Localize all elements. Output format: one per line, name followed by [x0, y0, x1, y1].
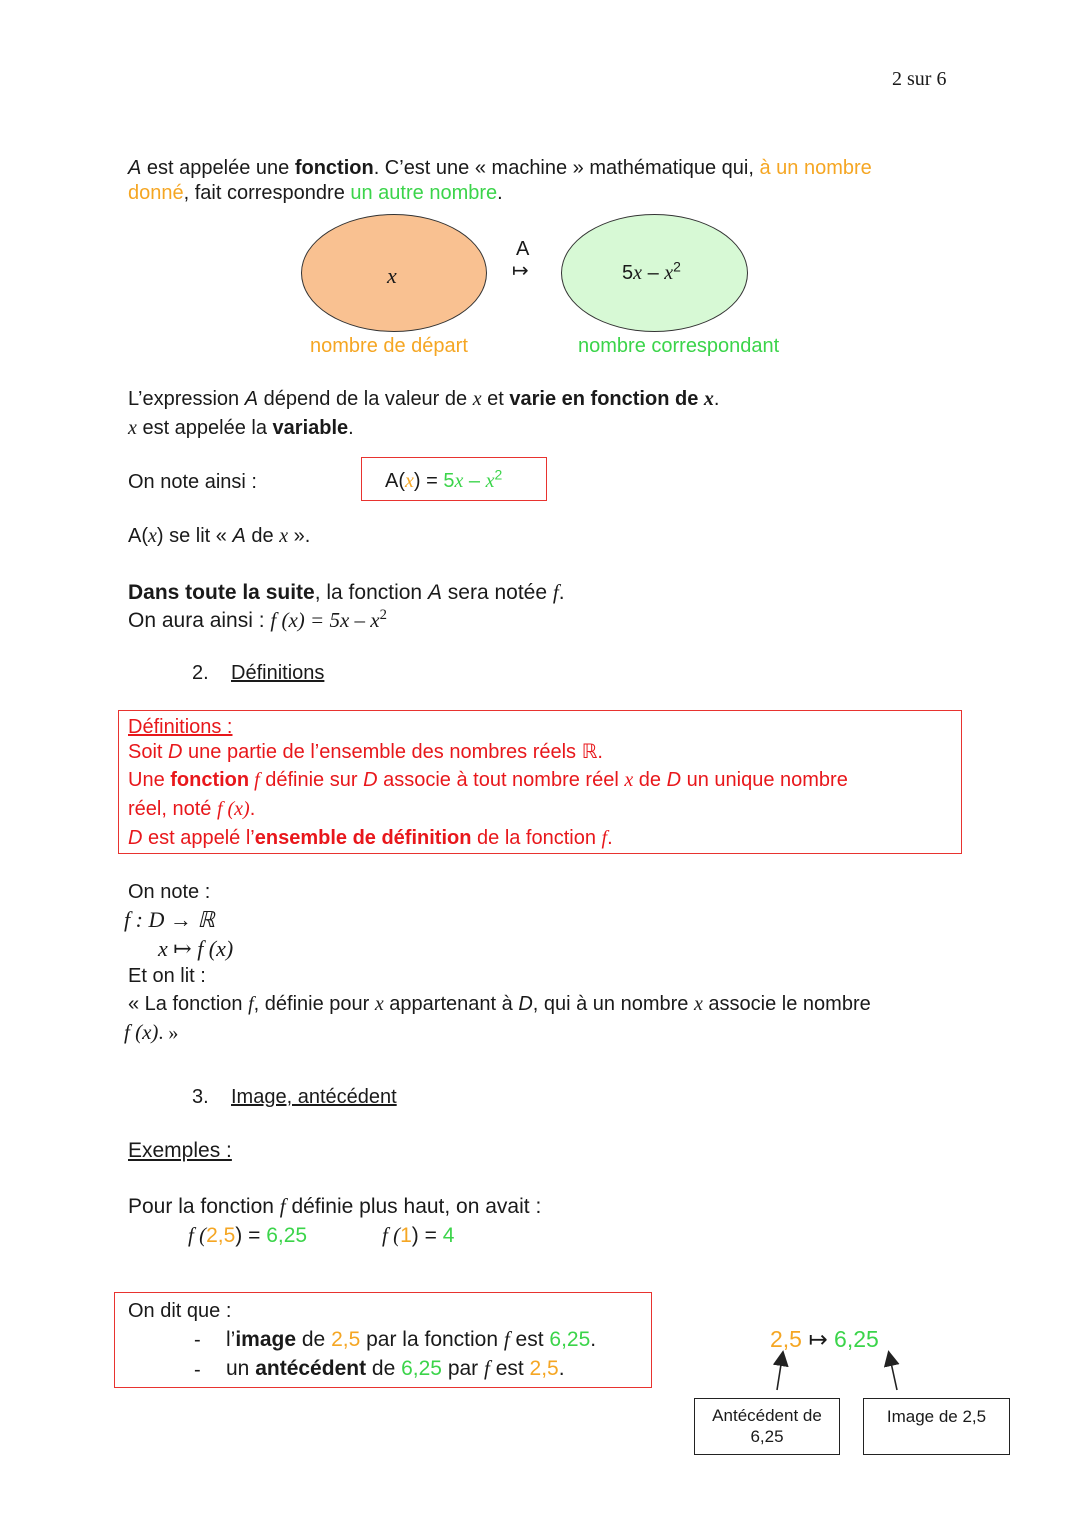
result-caption: nombre correspondant — [578, 335, 780, 357]
text: ». — [288, 525, 311, 547]
text: de — [296, 1328, 332, 1351]
example-1 — [188, 1222, 307, 1249]
text: ) = — [411, 1224, 443, 1247]
intro-line-1 — [128, 155, 872, 181]
text: appartenant à — [383, 993, 519, 1015]
text: de — [633, 769, 667, 791]
text: associe à tout nombre réel — [377, 769, 625, 791]
var-f: f — [552, 580, 559, 604]
example-2 — [382, 1222, 454, 1249]
expr-coef: 5 — [443, 470, 455, 492]
argument: 2,5 — [529, 1357, 559, 1380]
var-x: x — [279, 525, 289, 547]
example-argument: 2,5 — [206, 1224, 236, 1247]
var-x: x — [454, 470, 464, 492]
text: l’ — [226, 1328, 236, 1351]
var-f: f — [249, 769, 260, 791]
examples-title: Exemples : — [128, 1139, 232, 1162]
value: 6,25 — [401, 1357, 442, 1380]
arrow-to-antecedent — [777, 1358, 782, 1390]
var-x: x — [624, 769, 634, 791]
intro-A: A — [128, 157, 142, 179]
intro-orange-text: à un nombre — [759, 157, 872, 179]
read-label: Et on lit : — [128, 965, 206, 987]
text: dépend de la valeur de — [258, 388, 473, 410]
var-f: f — [279, 1194, 286, 1218]
text: Pour la fonction — [128, 1195, 280, 1218]
expr-x: x — [664, 262, 674, 284]
text: définie sur — [259, 769, 364, 791]
read-line-2 — [124, 1019, 178, 1046]
text: de la fonction — [471, 827, 602, 849]
var-x: x — [472, 388, 482, 410]
expr-minus: – — [642, 262, 665, 284]
start-variable: x — [387, 263, 397, 288]
expr-minus: – — [463, 470, 486, 492]
text: réel, noté — [128, 798, 217, 820]
page-number: 2 sur 6 — [892, 68, 947, 90]
text: est — [509, 1328, 550, 1351]
text: ) — [156, 525, 164, 547]
intro-line-2 — [128, 180, 503, 206]
on-dit-label: On dit que : — [128, 1300, 232, 1322]
text: On aura ainsi : — [128, 609, 271, 632]
expr-x: x — [633, 262, 643, 284]
argument: 2,5 — [331, 1328, 361, 1351]
note-mapping-2: x ↦ f (x) — [158, 936, 234, 961]
var-f: f ( — [188, 1223, 207, 1247]
text: , la fonction — [314, 581, 428, 604]
suite-line-1 — [128, 579, 565, 606]
examples-line-1 — [128, 1193, 541, 1220]
bold-antecedent: antécédent — [255, 1357, 367, 1380]
var-x: x — [128, 417, 137, 439]
suite-line-2 — [128, 607, 387, 634]
notation-formula — [385, 468, 502, 494]
intro-text: , fait correspondre — [183, 182, 351, 204]
expr-exponent: 2 — [673, 258, 681, 275]
text: . » — [158, 1022, 179, 1044]
image-label: Image de 2,5 — [886, 1407, 987, 1426]
expression-line-1 — [128, 386, 719, 412]
var-f: f — [601, 827, 608, 849]
formula: f (x) — [216, 798, 250, 820]
text: . — [348, 417, 354, 439]
arrow-to-image — [890, 1358, 897, 1390]
section-3-title: Image, antécédent — [231, 1086, 397, 1108]
result-expression — [622, 260, 681, 286]
intro-text: est appelée une — [141, 157, 295, 179]
text: ) = — [235, 1224, 267, 1247]
mapping-expression — [770, 1325, 879, 1355]
text: . — [590, 1328, 597, 1351]
var-D: D — [666, 769, 682, 791]
bullet-dash: - — [194, 1329, 201, 1351]
text: . — [713, 388, 720, 410]
var-x: x — [405, 470, 414, 492]
start-caption: nombre de départ — [310, 335, 468, 357]
antecedent-label-value: 6,25 — [750, 1427, 784, 1447]
text: . — [249, 798, 256, 820]
mapping-left: 2,5 — [770, 1326, 802, 1352]
text: Une — [128, 769, 171, 791]
text: sera notée — [441, 581, 553, 604]
text: par — [441, 1357, 485, 1380]
var-f: f — [248, 993, 254, 1015]
var-D: D — [518, 993, 533, 1015]
text: par la fonction — [360, 1328, 504, 1351]
text: un unique nombre — [681, 769, 848, 791]
antecedent-label-line: Antécédent de — [712, 1406, 822, 1425]
intro-green-text: un autre nombre — [350, 182, 498, 204]
notation-reading — [128, 523, 310, 549]
definitions-line-1 — [128, 739, 603, 765]
var-A: A — [427, 581, 442, 604]
var-D: D — [363, 769, 378, 791]
note-label: On note : — [128, 881, 211, 903]
function-arrow-label: A — [516, 238, 530, 260]
text: . — [607, 827, 613, 849]
text: une partie de l’ensemble des nombres réels ℝ. — [182, 741, 603, 763]
section-2-number: 2. — [192, 662, 209, 684]
expr-exponent: 2 — [494, 466, 503, 483]
text: , définie pour — [253, 993, 375, 1015]
text: est appelée la — [136, 417, 273, 439]
text: et — [481, 388, 510, 410]
text: est — [489, 1357, 530, 1380]
definitions-line-2 — [128, 767, 848, 793]
section-2-title: Définitions — [231, 662, 325, 684]
text: associe le nombre — [702, 993, 871, 1015]
read-line-1 — [128, 991, 871, 1017]
text: . — [558, 581, 565, 604]
bold-image: image — [235, 1328, 297, 1351]
example-value: 6,25 — [266, 1224, 308, 1247]
var-A: A — [244, 388, 259, 410]
formula: f (x) = 5x – x — [270, 608, 380, 632]
bold-variable: variable — [272, 417, 349, 439]
var-x: x — [148, 525, 157, 547]
example-argument: 1 — [400, 1224, 412, 1247]
text: définie plus haut, on avait : — [285, 1195, 542, 1218]
bullet-antecedent — [226, 1355, 565, 1382]
bold-text: fonction — [170, 769, 250, 791]
function-arrow: ↦ — [512, 260, 529, 282]
text: se lit « — [163, 525, 233, 547]
var-f: f — [503, 1327, 510, 1351]
var-x: x — [485, 470, 495, 492]
definitions-title: Définitions : — [128, 716, 233, 738]
intro-text: . — [497, 182, 503, 204]
var-f: f — [484, 1356, 490, 1380]
section-3-number: 3. — [192, 1086, 209, 1108]
formula: f (x) — [124, 1020, 159, 1044]
var-D: D — [168, 741, 183, 763]
text: L’expression — [128, 388, 245, 410]
text: de — [366, 1357, 402, 1380]
text: un — [226, 1357, 256, 1380]
definitions-line-3 — [128, 796, 255, 822]
expr-exponent: 2 — [379, 607, 387, 623]
example-value: 4 — [442, 1224, 455, 1247]
antecedent-label — [694, 1405, 840, 1448]
bold-text: ensemble de définition — [254, 827, 472, 849]
bold-text: Dans toute la suite — [128, 581, 315, 604]
intro-bold-fonction: fonction — [294, 157, 374, 179]
bullet-image — [226, 1326, 596, 1353]
mapping-right: 6,25 — [834, 1326, 879, 1352]
var-A: A — [232, 525, 246, 547]
text: ) = — [413, 470, 444, 492]
expr-coef: 5 — [622, 262, 634, 284]
text: . — [558, 1357, 565, 1380]
bold-text: varie en fonction de — [509, 388, 704, 410]
note-mapping-1: f : D → ℝ — [124, 907, 215, 932]
intro-text: . C’est une « machine » mathématique qui, — [373, 157, 760, 179]
text: est appelé l’ — [142, 827, 255, 849]
var-x: x — [703, 388, 714, 410]
text: A( — [128, 525, 148, 547]
var-x: x — [693, 993, 703, 1015]
var-x: x — [374, 993, 384, 1015]
bullet-dash: - — [194, 1359, 201, 1381]
text: de — [245, 525, 280, 547]
text: , qui à un nombre — [532, 993, 694, 1015]
expression-line-2 — [128, 415, 354, 441]
value: 6,25 — [549, 1328, 591, 1351]
intro-orange-text: donné — [128, 182, 184, 204]
text: « La fonction — [128, 993, 249, 1015]
text: Soit — [128, 741, 169, 763]
text: A( — [385, 470, 405, 492]
definitions-line-4 — [128, 825, 613, 851]
var-D: D — [128, 827, 143, 849]
var-f: f ( — [382, 1223, 401, 1247]
maps-to-arrow: ↦ — [808, 1326, 828, 1352]
notation-label: On note ainsi : — [128, 471, 257, 493]
